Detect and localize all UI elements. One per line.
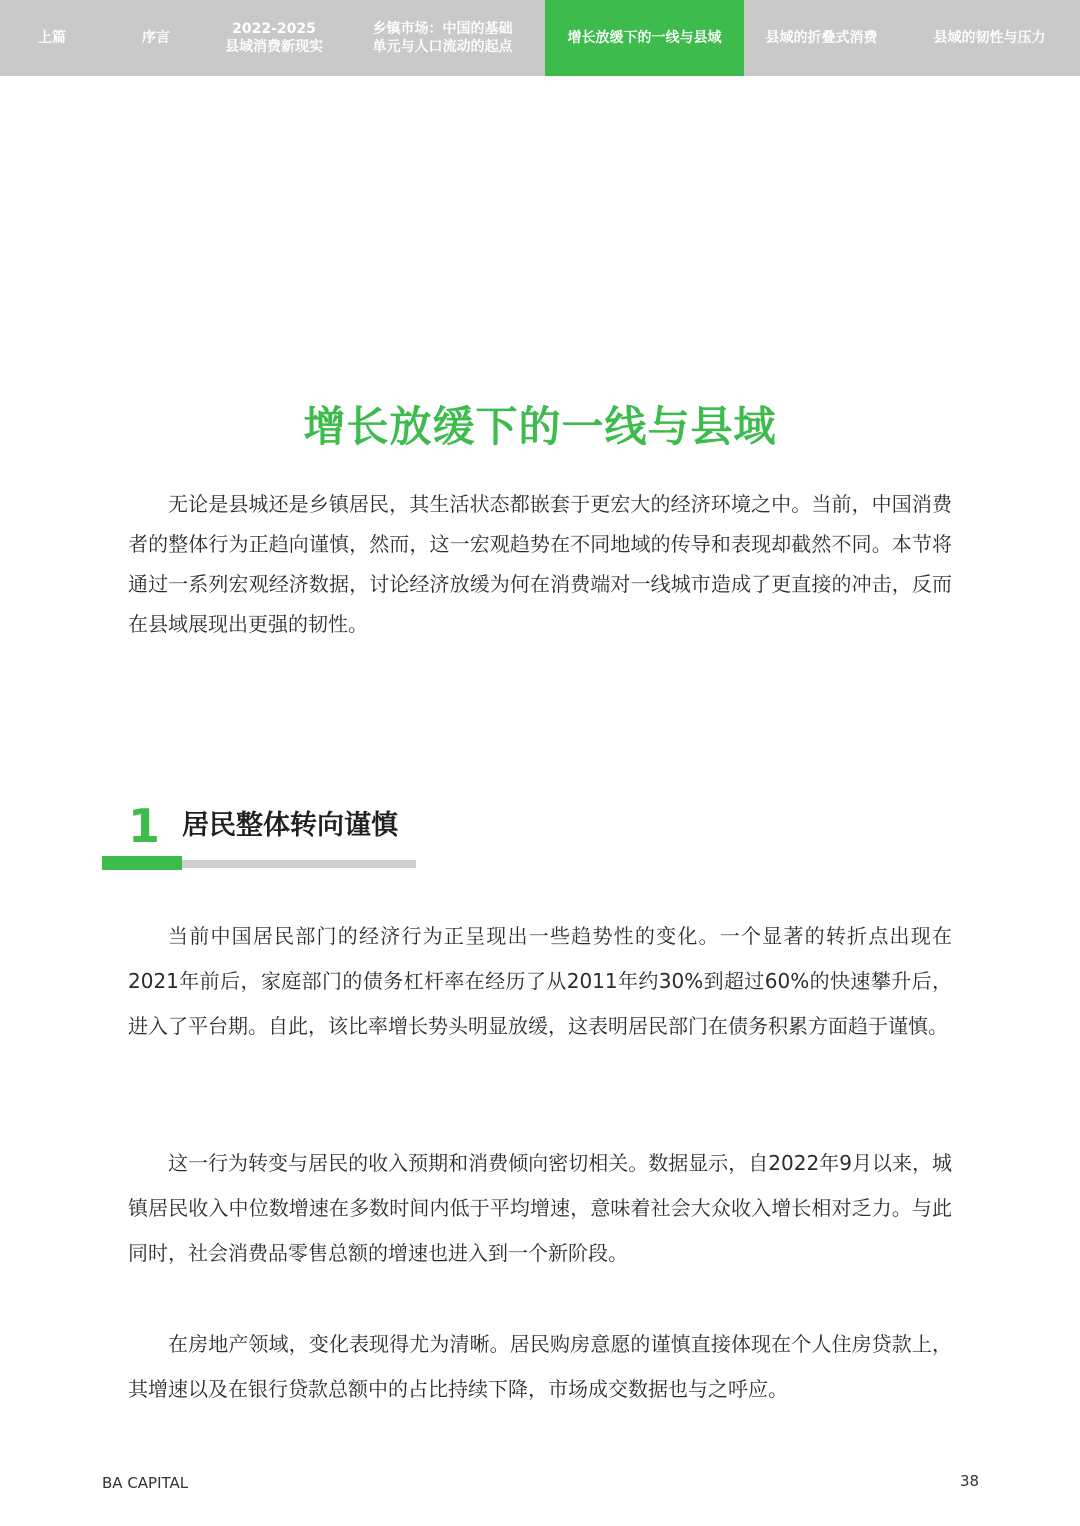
footer-brand: BA CAPITAL: [102, 1474, 189, 1492]
section-underline-accent: [102, 856, 182, 870]
section-number: 1: [128, 799, 161, 853]
tab-part-one[interactable]: [0, 0, 104, 76]
body-paragraph: 这一行为转变与居民的收入预期和消费倾向密切相关。数据显示，自2022年9月以来，城镇居民收入中位数增速在多数时间内低于平均增速，意味着社会大众收入增长相对乏力。与此同时，社会消费品零售总额的增速也进入到一个新阶段。: [128, 1151, 952, 1265]
body-paragraph: 当前中国居民部门的经济行为正呈现出一些趋势性的变化。一个显著的转折点出现在2021年前后，家庭部门的债务杠杆率在经历了从2011年约30%到超过60%的快速攀升后，进入了平台期。自此，该比率增长势头明显放缓，这表明居民部门在债务积累方面趋于谨慎。: [128, 924, 952, 1038]
tab-label-line1: 2022-2025: [232, 21, 316, 37]
intro-paragraph: 无论是县城还是乡镇居民，其生活状态都嵌套于更宏大的经济环境之中。当前，中国消费者的整体行为正趋向谨慎，然而，这一宏观趋势在不同地域的传导和表现却截然不同。本节将通过一系列宏观经济数据，讨论经济放缓为何在消费端对一线城市造成了更直接的冲击，反而在县域展现出更强的韧性。: [128, 492, 952, 636]
tab-label: 上篇: [38, 30, 66, 46]
tab-label-line1: 乡镇市场：中国的基础: [372, 21, 513, 37]
tab-folded-consumption[interactable]: [744, 0, 899, 76]
page-title: 增长放缓下的一线与县域: [303, 402, 777, 451]
tab-resilience-and-pressure[interactable]: [899, 0, 1080, 76]
tab-label: 序言: [142, 30, 170, 46]
tab-label-line2: 单元与人口流动的起点: [372, 39, 513, 55]
tab-preface[interactable]: [104, 0, 208, 76]
tab-county-consumption-reality[interactable]: [208, 0, 340, 76]
section-underline-rule: [182, 860, 416, 868]
tab-label: 县域的折叠式消费: [765, 30, 878, 46]
tab-township-market[interactable]: [340, 0, 545, 76]
body-paragraph: 在房地产领域，变化表现得尤为清晰。居民购房意愿的谨慎直接体现在个人住房贷款上，其增速以及在银行贷款总额中的占比持续下降，市场成交数据也与之呼应。: [128, 1332, 952, 1401]
page-number: 38: [960, 1472, 980, 1490]
tab-tier1-and-county[interactable]: [545, 0, 744, 76]
top-navigation-bar: [0, 0, 1080, 76]
tab-label-line2: 县域消费新现实: [225, 39, 323, 55]
tab-label: 增长放缓下的一线与县域: [567, 30, 722, 46]
section-title: 居民整体转向谨慎: [182, 810, 398, 841]
tab-label: 县域的韧性与压力: [933, 30, 1046, 46]
